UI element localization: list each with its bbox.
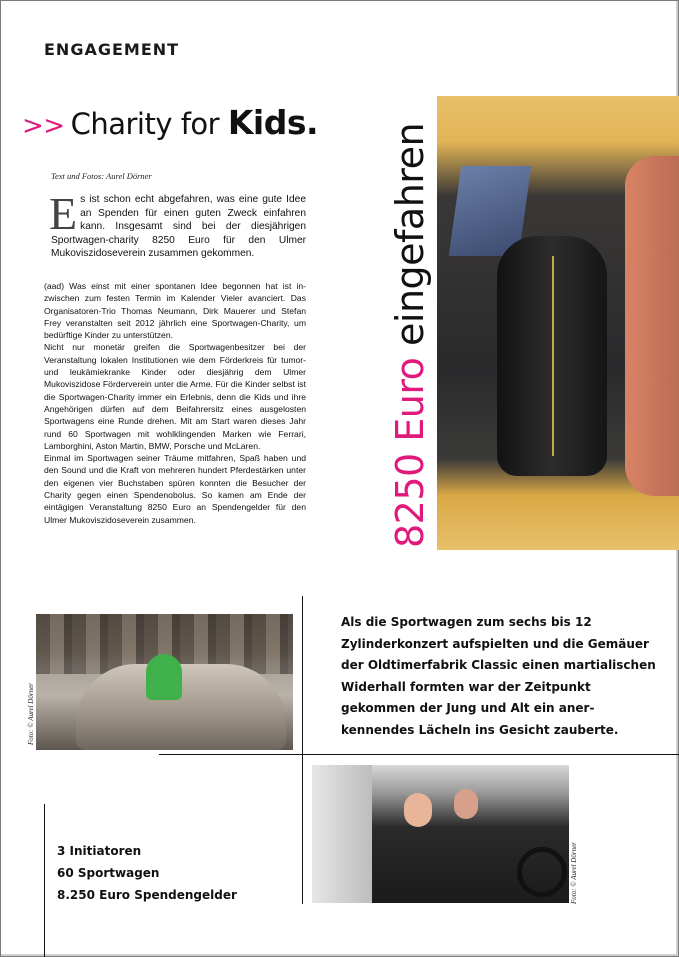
rule-interior-left (302, 754, 303, 904)
byline: Text und Fotos: Aurel Dörner (51, 171, 152, 181)
photo-car-street (36, 614, 293, 750)
headline-arrows: >> (22, 111, 65, 141)
headline-emphasis: Kids. (227, 103, 318, 142)
photo-car-window (437, 96, 679, 550)
body-paragraph-1: (aad) Was einst mit einer spontanen Idee begonnen hat ist in-zwischen zum festen Termin im Kalender Vieler avanciert. Das Organisatoren-Trio Thomas Neumann, Dirk Mauerer und Stefan Frey veranstalten seit 2012 jährlich eine Sportwagen-Charity, um bedürftige Kinder zu unterstützen. (44, 281, 306, 341)
photo-steering-wheel (517, 847, 567, 897)
fact-initiators: 3 Initiatoren (57, 844, 142, 858)
photo-passenger-girl (404, 793, 432, 827)
headline (22, 103, 318, 142)
photo-passenger (146, 654, 182, 700)
fact-donations: 8.250 Euro Spendengelder (57, 888, 237, 902)
photo-caption-left: Foto: © Aurel Dörner (27, 683, 35, 745)
drop-cap: E (49, 188, 78, 239)
rule-photo-right (302, 596, 303, 754)
body-paragraph-3: Einmal im Sportwagen seiner Träume mitfahren, Spaß haben und den Sound und die Kraft von mehreren hundert Pferdestärken unter den eigenen vier Buchstaben spüren konnten die Besucher der Charity gegen einen Spendenobolus. So kamen am Ende der eintägigen Veranstaltung 8250 Euro an Spendengelder für den Ulmer Mukoviszidoseverein zusammen. (44, 453, 306, 525)
lead-paragraph (49, 188, 306, 261)
lead-text: s ist schon echt abgefahren, was eine gute Idee an Spenden für einen guten Zweck einfahren kann. Insgesamt sind bei der diesjährigen Sportwagen-charity 8250 Euro für den Ulmer Mukoviszidoseverein zusammen gekommen. (51, 194, 306, 260)
rule-facts-left (44, 804, 45, 957)
headline-main: Charity for (70, 107, 220, 141)
photo-gullwing-door (312, 765, 372, 903)
body-paragraph-2: Nicht nur monetär greifen die Sportwagenbesitzer bei der Veranstaltung lokalen Institutionen wie dem Förderkreis für tumor- und leukämiekranke Kinder oder diesjährig dem Ulmer Mukoviszidose Förderverein unter die Arme. Für die Kinder selbst ist die Sportwagen-Charity immer ein Erlebnis, denn die Kids und ihre Angehörigen dürfen auf dem Beifahrersitz eines ausgelosten Sportwagens eine Runde drehen. Mit am Start waren dieses Jahr rund 60 Sportwagen mit wohlklingenden Marken wie Ferrari, Lamborghini, Aston Martin, BMW, Porsche und McLaren. (44, 342, 306, 451)
pull-quote: Als die Sportwagen zum sechs bis 12 Zylinderkonzert aufspielten und die Gemäuer der Oldtimerfabrik Classic einen martialischen Widerhall formten war der Zeitpunkt gekommen der Jung und Alt ein aner-kennendes Lächeln ins Gesicht zauberte. (341, 615, 656, 737)
rule-horizontal-mid (159, 754, 679, 755)
vertical-title-word: eingefahren (388, 122, 432, 346)
photo-arm (625, 156, 679, 496)
article-body (44, 280, 306, 526)
fact-sportscars: 60 Sportwagen (57, 866, 160, 880)
photo-driver (454, 789, 478, 819)
vertical-title (388, 123, 432, 548)
photo-car-interior (312, 765, 569, 903)
vertical-title-amount: 8250 Euro (388, 357, 432, 548)
fact-box (57, 840, 237, 906)
photo-seat-stitch (552, 256, 554, 456)
photo-caption-right: Foto: © Aurel Dörner (570, 842, 578, 904)
section-label: ENGAGEMENT (44, 40, 180, 59)
